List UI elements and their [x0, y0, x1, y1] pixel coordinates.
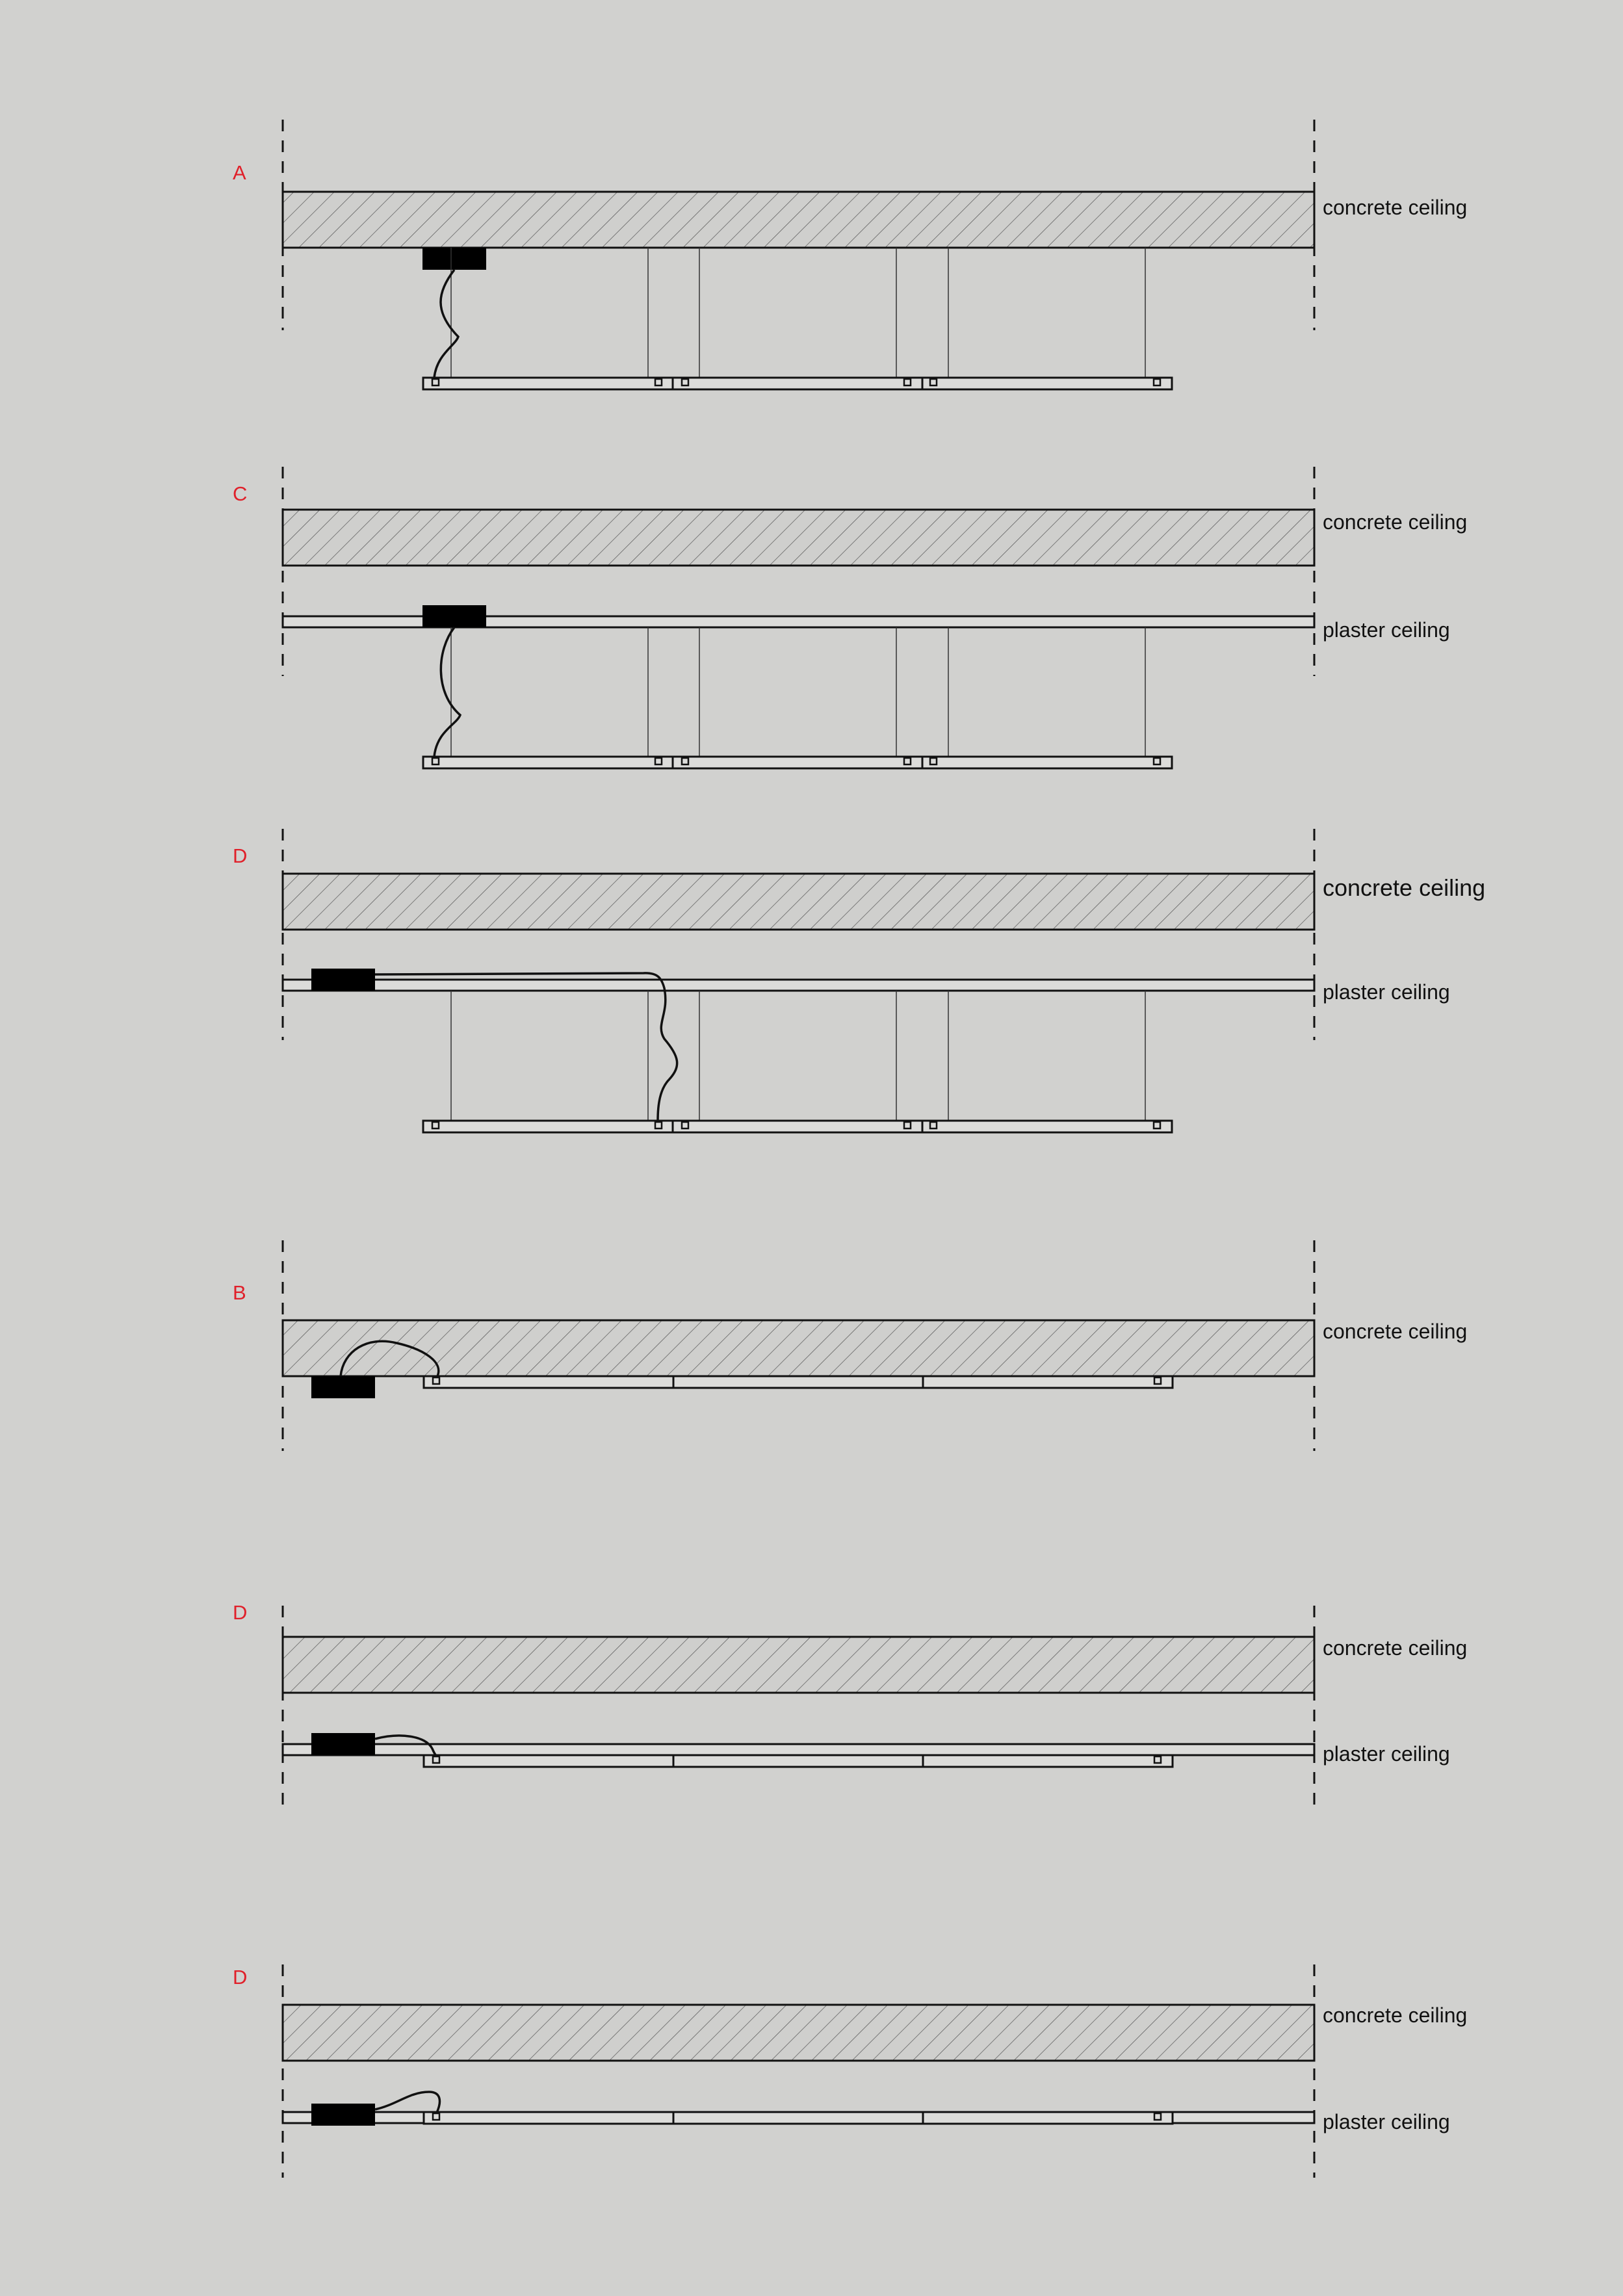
section-5 [233, 1601, 1467, 1814]
plaster-ceiling [283, 980, 1314, 991]
concrete-slab [283, 192, 1314, 248]
plaster-label: plaster ceiling [1323, 618, 1450, 642]
luminaire [423, 757, 1172, 768]
power-cable [434, 270, 458, 378]
section-4 [233, 1240, 1467, 1451]
concrete-label: concrete ceiling [1323, 2003, 1468, 2027]
concrete-label: concrete ceiling [1323, 1320, 1468, 1343]
suspension-cables [451, 248, 1145, 378]
concrete-label: concrete ceiling [1323, 874, 1486, 901]
section-letter: D [233, 1601, 248, 1624]
suspension-cables [451, 627, 1145, 757]
driver-box [422, 248, 486, 270]
plaster-label: plaster ceiling [1323, 2110, 1450, 2133]
luminaire [424, 1376, 1173, 1388]
section-letter: B [233, 1281, 246, 1304]
section-1 [233, 120, 1467, 389]
plaster-label: plaster ceiling [1323, 1742, 1450, 1766]
concrete-slab [283, 2005, 1314, 2061]
power-cable [375, 2092, 439, 2113]
concrete-label: concrete ceiling [1323, 510, 1468, 534]
section-2 [233, 467, 1467, 768]
power-cable [375, 973, 677, 1121]
plaster-label: plaster ceiling [1323, 980, 1450, 1004]
section-letter: C [233, 482, 248, 505]
concrete-label: concrete ceiling [1323, 1636, 1468, 1660]
section-6 [233, 1964, 1467, 2178]
luminaire [424, 2112, 1173, 2124]
concrete-label: concrete ceiling [1323, 196, 1468, 219]
suspension-cables [451, 991, 1145, 1121]
concrete-slab [283, 510, 1314, 566]
plaster-ceiling [283, 1744, 1314, 1755]
luminaire [424, 1755, 1173, 1767]
driver-box [311, 969, 375, 991]
power-cable [434, 627, 460, 757]
section-letter: D [233, 1966, 248, 1989]
section-letter: A [233, 161, 246, 184]
section-3 [233, 829, 1485, 1132]
concrete-slab [283, 1637, 1314, 1693]
section-letter: D [233, 844, 248, 867]
luminaire [423, 1121, 1172, 1132]
driver-box [422, 605, 486, 627]
driver-box [311, 1733, 375, 1755]
luminaire [423, 378, 1172, 389]
driver-box [311, 2104, 375, 2126]
driver-box [311, 1376, 375, 1398]
concrete-slab [283, 874, 1314, 930]
